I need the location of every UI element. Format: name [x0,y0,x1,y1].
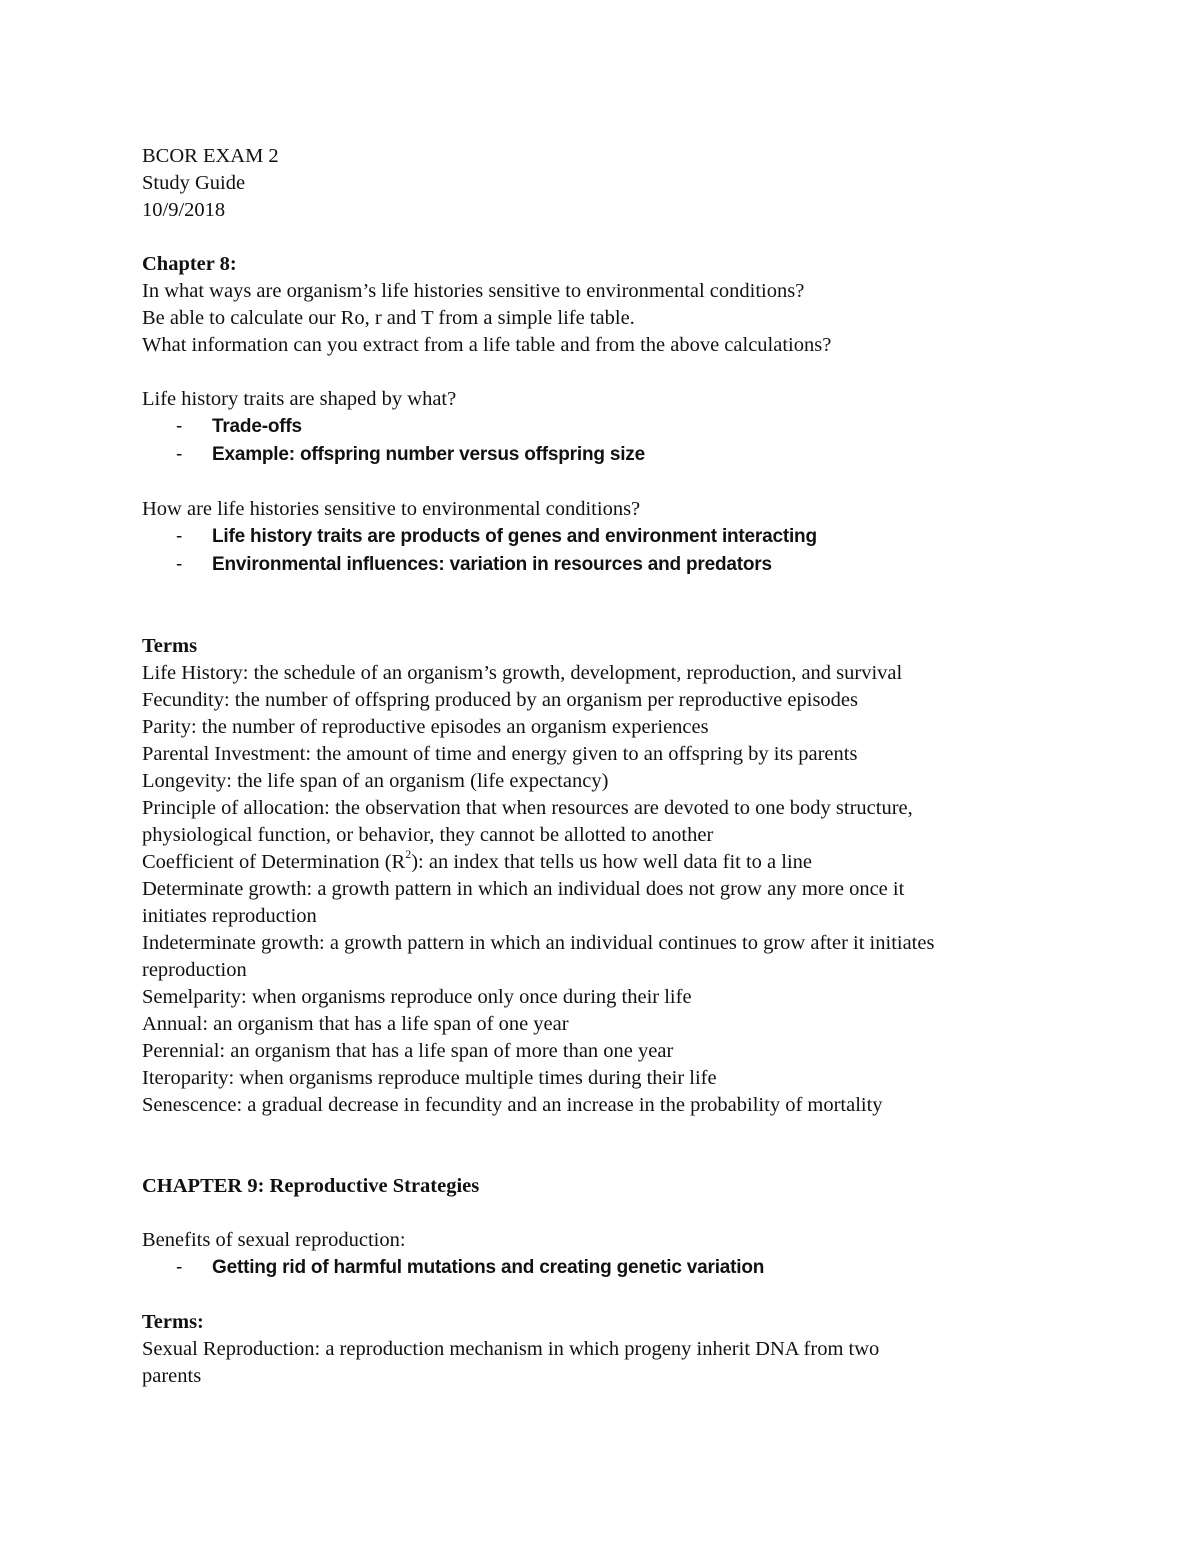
bullet-item [142,1254,1102,1282]
term-longevity: Longevity: the life span of an organism (life expectancy) [142,770,609,792]
bullet-dash: - [176,416,183,437]
term-annual: Annual: an organism that has a life span of one year [142,1013,569,1035]
document-content [142,143,1102,1390]
bullet-dash: - [176,526,183,547]
term-parity: Parity: the number of reproductive episodes an organism experiences [142,716,709,738]
bullet-dash: - [176,444,183,465]
term-indeterminate-growth: Indeterminate growth: a growth pattern in which an individual continues to grow after it initiates [142,932,935,954]
chapter8-terms-heading: Terms [142,635,198,657]
bullet-dash: - [176,1257,183,1278]
bullet-dash: - [176,554,183,575]
term-indeterminate-growth-cont: reproduction [142,959,247,981]
term-principle-of-allocation-cont: physiological function, or behavior, they cannot be allotted to another [142,824,714,846]
chapter8-q1: Life history traits are shaped by what? [142,388,457,410]
term-parental-investment: Parental Investment: the amount of time and energy given to an offspring by its parents [142,743,858,765]
doc-subtitle: Study Guide [142,172,246,194]
term-sexual-reproduction-cont: parents [142,1365,202,1387]
chapter9-heading: CHAPTER 9: Reproductive Strategies [142,1175,480,1197]
term-determinate-growth: Determinate growth: a growth pattern in which an individual does not grow any more once it [142,878,905,900]
bullet-text: Trade-offs [212,416,302,437]
chapter8-question: In what ways are organism’s life histories sensitive to environmental conditions? [142,280,805,302]
chapter8-heading: Chapter 8: [142,253,237,275]
bullet-text: Life history traits are products of genes and environment interacting [212,526,817,547]
bullet-text: Example: offspring number versus offspring size [212,444,645,465]
bullet-text: Getting rid of harmful mutations and creating genetic variation [212,1257,765,1278]
term-perennial: Perennial: an organism that has a life span of more than one year [142,1040,674,1062]
chapter8-question: Be able to calculate our Ro, r and T from a simple life table. [142,307,635,329]
bullet-item [142,413,1102,441]
term-coefficient-of-determination [142,849,1102,876]
bullet-item [142,523,1102,551]
term-iteroparity: Iteroparity: when organisms reproduce multiple times during their life [142,1067,717,1089]
term-cod-suffix: ): an index that tells us how well data fit to a line [411,851,812,873]
chapter9-terms-heading: Terms: [142,1311,204,1333]
chapter9-q1: Benefits of sexual reproduction: [142,1229,406,1251]
term-sexual-reproduction: Sexual Reproduction: a reproduction mechanism in which progeny inherit DNA from two [142,1338,880,1360]
term-cod-prefix: Coefficient of Determination (R [142,851,406,873]
doc-title: BCOR EXAM 2 [142,145,279,167]
term-senescence: Senescence: a gradual decrease in fecundity and an increase in the probability of mortality [142,1094,883,1116]
term-determinate-growth-cont: initiates reproduction [142,905,317,927]
bullet-item [142,551,1102,579]
term-semelparity: Semelparity: when organisms reproduce only once during their life [142,986,692,1008]
chapter8-question: What information can you extract from a life table and from the above calculations? [142,334,832,356]
chapter8-q2: How are life histories sensitive to environmental conditions? [142,498,641,520]
term-principle-of-allocation: Principle of allocation: the observation that when resources are devoted to one body structure, [142,797,913,819]
term-life-history: Life History: the schedule of an organism’s growth, development, reproduction, and survival [142,662,903,684]
bullet-text: Environmental influences: variation in resources and predators [212,554,772,575]
bullet-item [142,441,1102,469]
term-fecundity: Fecundity: the number of offspring produced by an organism per reproductive episodes [142,689,858,711]
term-cod-superscript: 2 [405,847,412,862]
doc-date: 10/9/2018 [142,199,226,221]
